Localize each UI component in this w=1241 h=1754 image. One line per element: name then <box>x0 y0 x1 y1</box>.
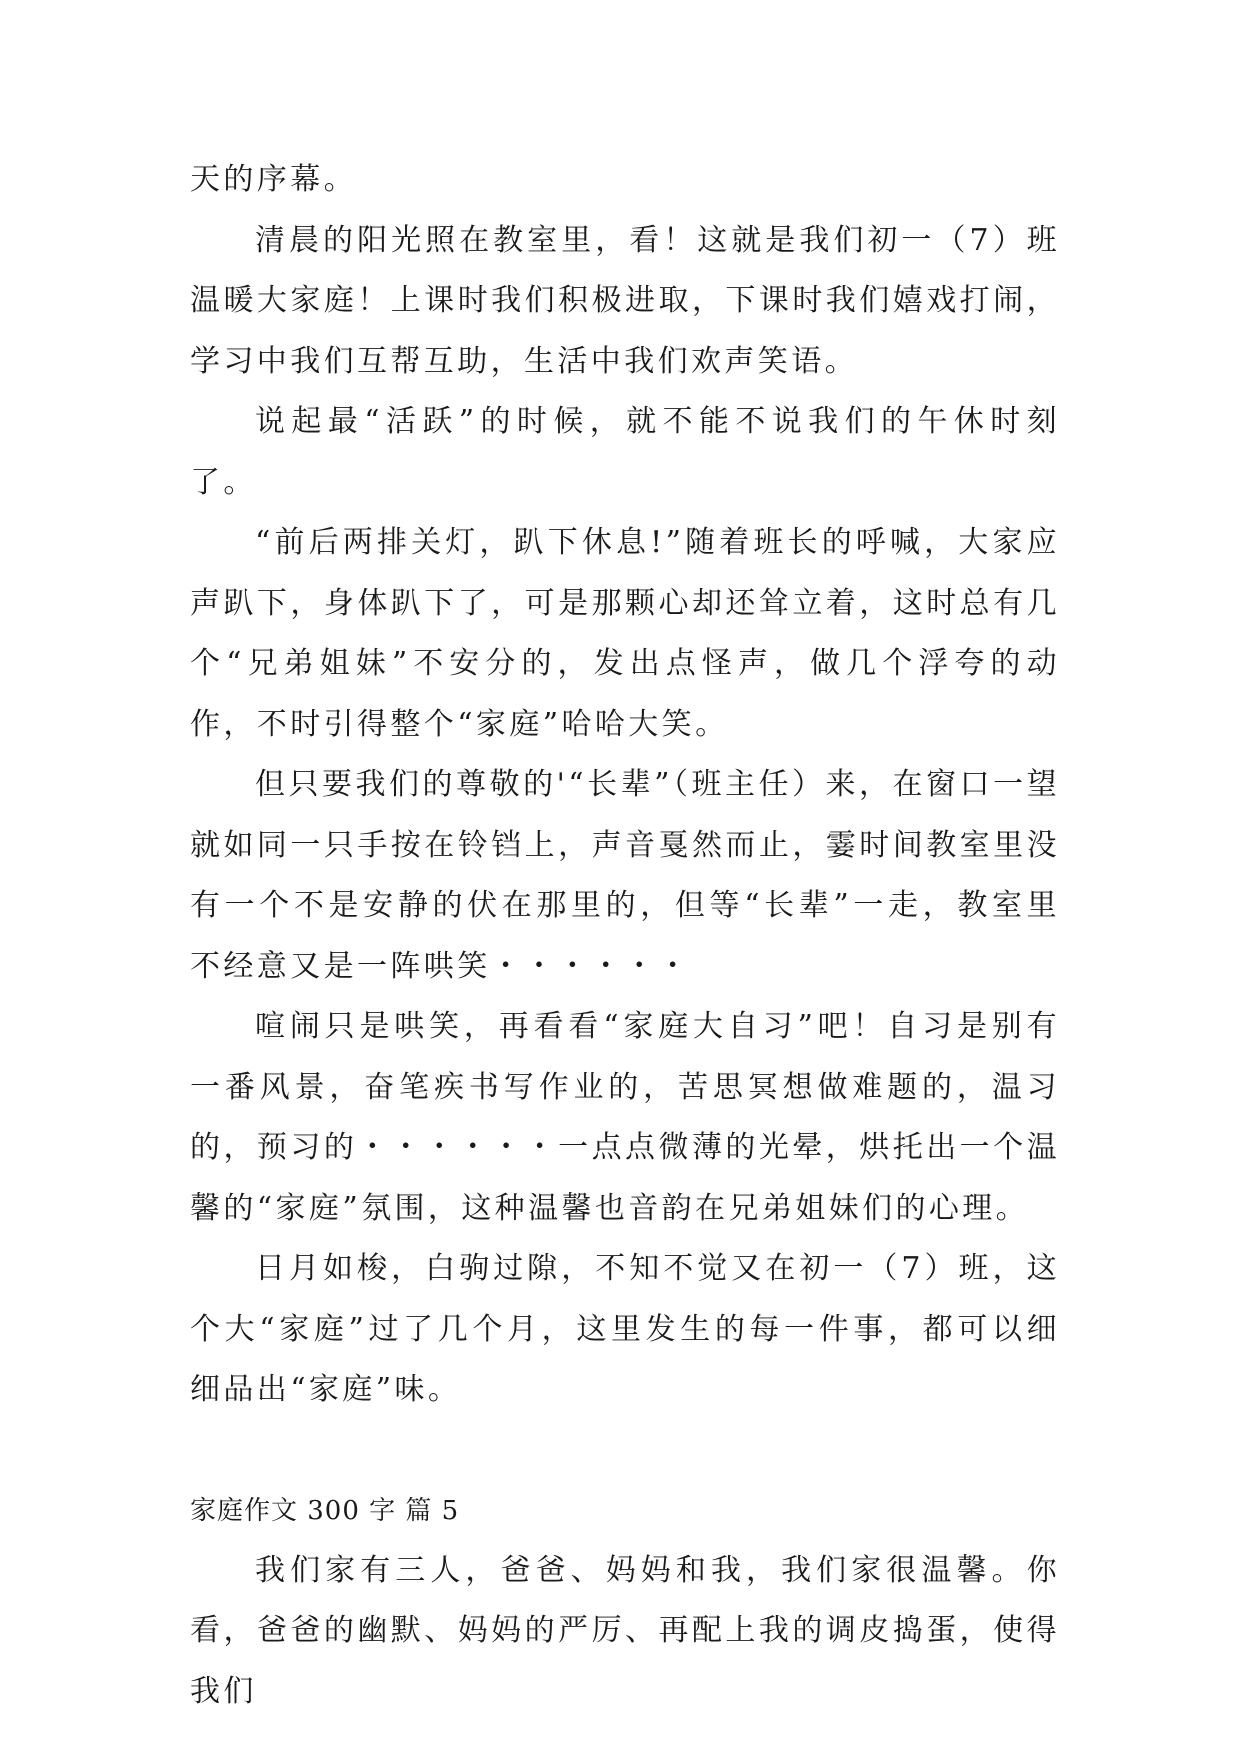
paragraph: 日月如梭，白驹过隙，不知不觉又在初一（7）班，这个大“家庭”过了几个月，这里发生的每一件事，都可以细细品出“家庭”味。 <box>190 1251 1060 1407</box>
paragraph: 喧闹只是哄笑，再看看“家庭大自习”吧！自习是别有一番风景，奋笔疾书写作业的，苦思冥想做难题的，温习的，预习的・・・・・・一点点微薄的光晕，烘托出一个温馨的“家庭”氛围，这种温馨也音韵在兄弟姐妹们的心理。 <box>190 1009 1060 1226</box>
paragraph: 天的序幕。 <box>190 162 357 197</box>
section-heading: 家庭作文 300 字 篇 5 <box>190 1495 460 1526</box>
paragraph: “前后两排关灯，趴下休息!”随着班长的呼喊，大家应声趴下，身体趴下了，可是那颗心却还耸立着，这时总有几个“兄弟姐妹”不安分的，发出点怪声，做几个浮夸的动作，不时引得整个“家庭”哈哈大笑。 <box>190 525 1060 742</box>
paragraph: 我们家有三人，爸爸、妈妈和我，我们家很温馨。你看，爸爸的幽默、妈妈的严厉、再配上我的调皮捣蛋，使得我们 <box>190 1552 1060 1709</box>
paragraph: 但只要我们的尊敬的'“长辈”（班主任）来，在窗口一望就如同一只手按在铃铛上，声音戛然而止，霎时间教室里没有一个不是安静的伏在那里的，但等“长辈”一走，教室里不经意又是一阵哄笑・・・・・・ <box>190 767 1060 984</box>
section-spacer <box>190 1421 1060 1481</box>
document-page <box>190 150 1060 1722</box>
paragraph: 清晨的阳光照在教室里，看！这就是我们初一（7）班温暖大家庭！上课时我们积极进取，下课时我们嬉戏打闹，学习中我们互帮互助，生活中我们欢声笑语。 <box>190 222 1060 379</box>
paragraph: 说起最“活跃”的时候，就不能不说我们的午休时刻了。 <box>190 404 1060 500</box>
